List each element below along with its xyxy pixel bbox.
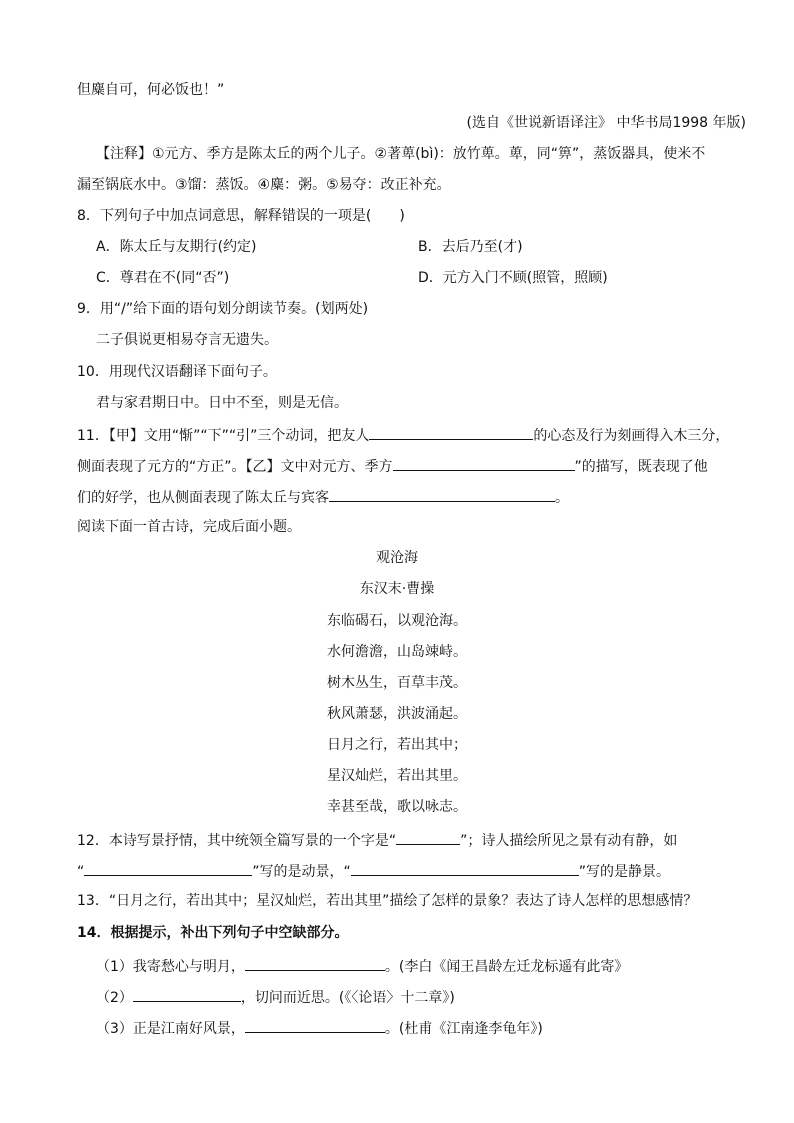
passage-last-line: 但麋自可，何必饭也！” bbox=[77, 82, 225, 98]
poem-line: 日月之行，若出其中； bbox=[327, 737, 467, 753]
q14-item-3-text: （3）正是江南好风景， bbox=[96, 1021, 245, 1037]
poem-line: 水何澹澹，山岛竦峙。 bbox=[327, 644, 467, 660]
q14-item-1-text: （1）我寄愁心与明月， bbox=[96, 959, 245, 975]
q12-line-1 bbox=[77, 829, 677, 851]
q12-line-2 bbox=[77, 860, 670, 882]
annotation-line-1: 【注释】①元方、季方是陈太丘的两个儿子。②著萆(bì)：放竹萆。萆，同“箅”，蒸饭器具，使米不 bbox=[96, 146, 706, 162]
annotation-line-2: 漏至锅底水中。③馏：蒸饭。④麋：粥。⑤易夺：改正补充。 bbox=[77, 177, 451, 193]
poem-line: 秋风萧瑟，洪波涌起。 bbox=[327, 706, 467, 722]
poem-line: 幸甚至哉，歌以咏志。 bbox=[327, 799, 467, 815]
q8-stem: 8．下列句子中加点词意思，解释错误的一项是( ) bbox=[77, 208, 405, 224]
q11-text-1: 11．【甲】文用“惭”“下”“引”三个动词，把友人 bbox=[77, 428, 370, 444]
poem-author: 东汉末·曹操 bbox=[359, 581, 435, 597]
q14-item-2 bbox=[96, 986, 455, 1008]
poem-line: 星汉灿烂，若出其里。 bbox=[327, 768, 467, 784]
q14-stem: 14．根据提示，补出下列句子中空缺部分。 bbox=[77, 925, 349, 941]
q13-stem: 13．“日月之行，若出其中；星汉灿烂，若出其里”描绘了怎样的景象？表达了诗人怎样的思想感情？ bbox=[77, 893, 698, 909]
poem-title: 观沧海 bbox=[376, 550, 418, 566]
q12-blank-3[interactable] bbox=[351, 860, 579, 876]
q14-blank-3[interactable] bbox=[245, 1017, 385, 1033]
q11-text-6: 。 bbox=[555, 490, 569, 506]
q8-option-c: C．尊君在不(同“否”) bbox=[96, 270, 230, 286]
q11-line-3 bbox=[77, 486, 569, 508]
q12-text-3: “ bbox=[77, 864, 85, 880]
q11-text-4: ”的描写，既表现了他 bbox=[574, 459, 708, 475]
q14-blank-1[interactable] bbox=[245, 955, 385, 971]
q11-text-3: 侧面表现了元方的“方正”。【乙】文中对元方、季方 bbox=[77, 459, 393, 475]
poem-intro: 阅读下面一首古诗，完成后面小题。 bbox=[77, 519, 301, 535]
q12-text-2: ”；诗人描绘所见之景有动有静，如 bbox=[460, 833, 678, 849]
q10-sentence: 君与家君期日中。日中不至，则是无信。 bbox=[96, 395, 348, 411]
q10-stem: 10．用现代汉语翻译下面句子。 bbox=[77, 364, 277, 380]
q14-item-2-source: ，切问而近思。(《〈论语〉十二章》) bbox=[240, 990, 455, 1006]
q12-text-1: 12．本诗写景抒情，其中统领全篇写景的一个字是“ bbox=[77, 833, 397, 849]
q12-text-4: ”写的是动景，“ bbox=[252, 864, 351, 880]
q14-item-3-source: 。(杜甫《江南逢李龟年》) bbox=[384, 1021, 543, 1037]
q11-text-5: 们的好学，也从侧面表现了陈太丘与宾客 bbox=[77, 490, 329, 506]
q14-blank-2[interactable] bbox=[133, 986, 241, 1002]
q12-text-5: ”写的是静景。 bbox=[578, 864, 671, 880]
q11-blank-1[interactable] bbox=[369, 424, 533, 440]
q12-blank-1[interactable] bbox=[396, 829, 460, 845]
q14-item-1-source: 。(李白《闻王昌龄左迁龙标遥有此寄》 bbox=[384, 959, 629, 975]
q11-blank-3[interactable] bbox=[329, 486, 555, 502]
q14-item-1 bbox=[96, 955, 628, 977]
q12-blank-2[interactable] bbox=[84, 860, 252, 876]
q8-option-b: B．去后乃至(才) bbox=[418, 239, 523, 255]
q11-line-1 bbox=[77, 424, 729, 446]
q8-option-a: A．陈太丘与友期行(约定) bbox=[96, 239, 257, 255]
q14-item-2-text: （2） bbox=[96, 990, 133, 1006]
q11-text-2: 的心态及行为刻画得入木三分， bbox=[533, 428, 730, 444]
q9-sentence: 二子俱说更相易夺言无遗失。 bbox=[96, 332, 278, 348]
q8-option-d: D．元方入门不顾(照管，照顾) bbox=[418, 270, 608, 286]
q11-blank-2[interactable] bbox=[393, 455, 575, 471]
poem-line: 东临碣石，以观沧海。 bbox=[327, 613, 467, 629]
poem-line: 树木丛生，百草丰茂。 bbox=[327, 675, 467, 691]
q14-item-3 bbox=[96, 1017, 543, 1039]
q9-stem: 9．用“/”给下面的语句划分朗读节奏。(划两处) bbox=[77, 301, 369, 317]
passage-source: (选自《世说新语译注》 中华书局1998 年版) bbox=[466, 115, 746, 131]
q11-line-2 bbox=[77, 455, 708, 477]
